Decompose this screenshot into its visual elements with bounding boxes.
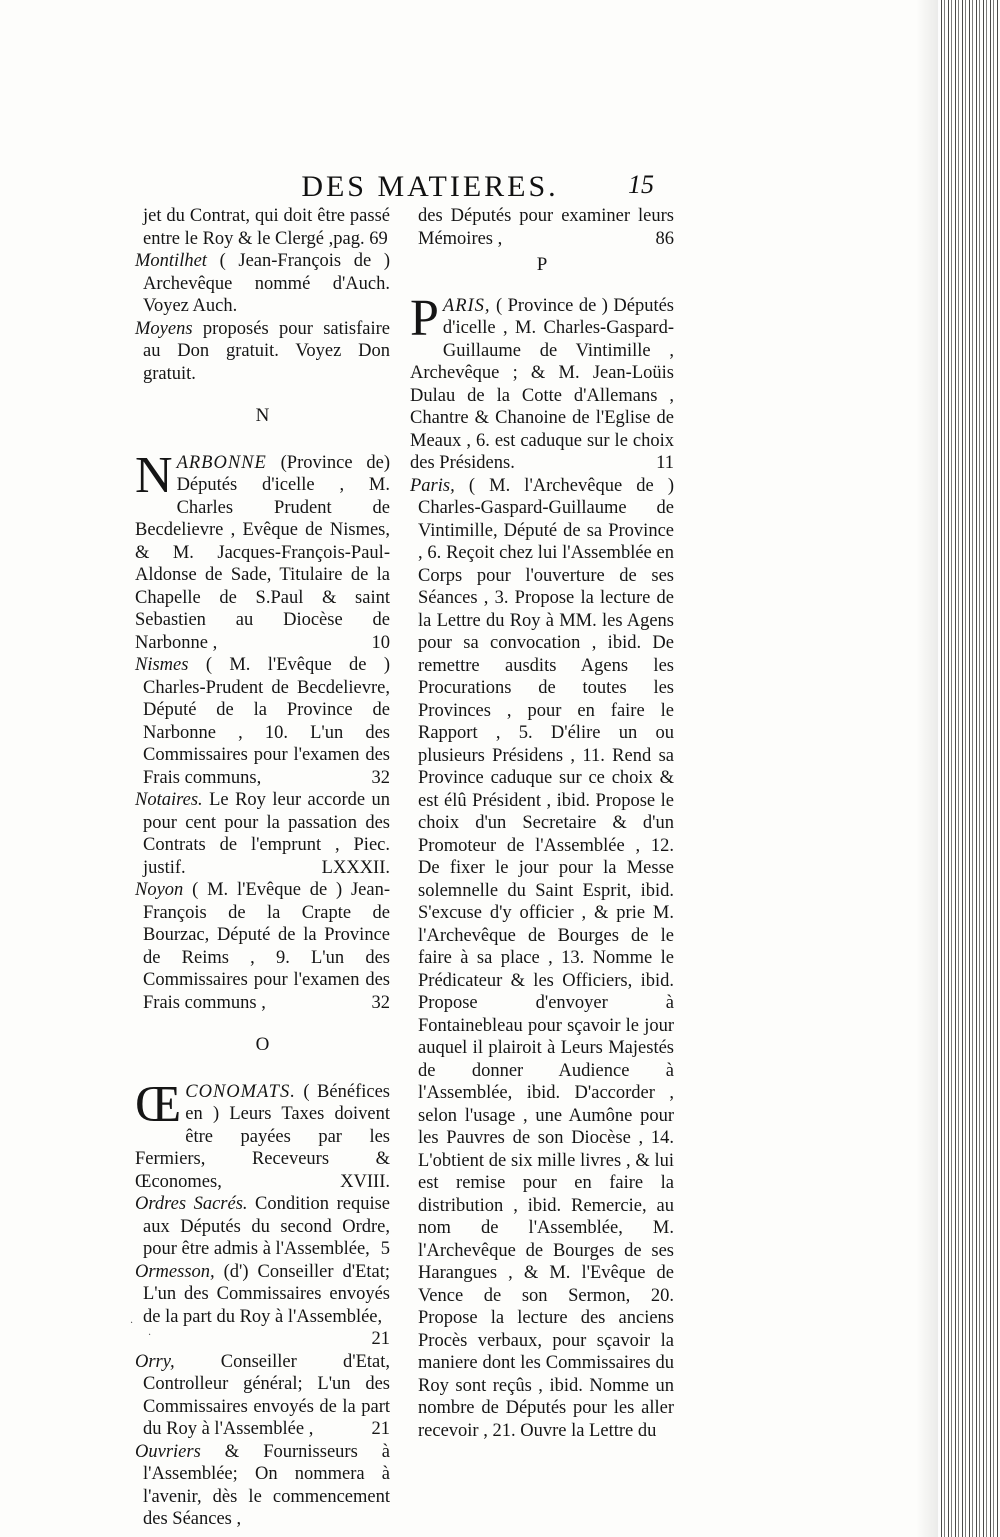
drop-cap-n: N (135, 446, 173, 504)
entry-text: Condition requise aux Députés du second Ordre, pour être admis à l'Assemblée, (143, 1194, 390, 1259)
running-head: DES MATIERES. (301, 170, 559, 203)
drop-cap-p: P (410, 289, 439, 347)
entry-head: Ordres Sacrés. (135, 1194, 248, 1214)
index-entry-paris-province (410, 289, 674, 475)
page-reference: 11 (656, 453, 674, 473)
section-letter-p: P (536, 254, 548, 275)
entry-text: Conseiller d'Etat, Controlleur général; L'un des Commissaires envoyés de la part du Roy à l'Assemblée , (143, 1351, 390, 1439)
entry-text: (d') Conseiller d'Etat; L'un des Commissaires envoyés de la part du Roy à l'Assemblée, (143, 1261, 391, 1327)
entry-text: des Députés pour examiner leurs Mémoires , (418, 206, 674, 249)
entry-head: Paris, (410, 475, 455, 496)
page-reference: XVIII. (340, 1171, 390, 1192)
entry-text: ( M. l'Archevêque de ) Charles-Gaspard-Guillaume de Vintimille, Député de sa Province , 6. Reçoit chez lui l'Assemblée en Corps pour l'ouverture de ses Séances , 3. Propose la lecture de la Lettre du Roy à MM. les Agens pour sa convocation , ibid. De remettre ausdits Agens les Procurations de toutes les Provinces , pour en faire le Rapport , 5. D'élire un ou plusieurs Présidens , 11. Rend sa Province caduque sur ce choix & est élû Président , ibid. Propose le choix d'un Secretaire & d'un Promoteur de l'Assemblée , 12. De fixer le jour pour la Messe solemnelle du Saint Esprit, ibid. S'excuse d'y officier , & prie M. l'Archevêque de Bourges de le faire à sa place , 13. Nomme le Prédicateur & les Officiers, ibid. Propose d'envoyer à Fontainebleau pour sçavoir le jour auquel il plairoit à Leurs Majestés de donner Audience à l'Assemblée, ibid. D'accorder , selon l'usage , une Aumône pour les Pauvres de son Diocèse , 14. L'obtient de six mille livres , & lui est remise pour en faire la distribution , ibid. Remercie, au nom de l'Assemblée, M. l'Archevêque de Bourges de ses Harangues , & M. l'Evêque de Vence de son Sermon, 20. Propose la lecture des anciens Procès verbaux, pour sçavoir la maniere dont les Commissaires du Roy sont reçûs , ibid. Nomme un nombre de Députés pour les aller recevoir , 21. Ouvre la Lettre du (418, 475, 675, 1441)
index-entry-oeconomats (135, 1075, 390, 1194)
index-entry (135, 789, 390, 879)
page-reference: 21 (371, 1329, 390, 1349)
left-column (135, 205, 390, 1531)
page-gutter-shadow (916, 0, 940, 1537)
entry-head: ARBONNE (176, 452, 267, 473)
index-entry (135, 318, 390, 386)
entry-text: jet du Contrat, qui doit être passé entre le Roy & le Clergé ,pag. 69 (143, 206, 390, 249)
page-reference: 5 (380, 1239, 390, 1259)
drop-cap-oe: Œ (135, 1075, 182, 1133)
entry-text: (Province de) Députés d'icelle , M. Charles Prudent de Becdelievre , Evêque de Nismes, & M. Jacques-François-Paul-Aldonse de Sade, Titulaire de la Chapelle de S.Paul & saint Sebastien au Diocèse de Narbonne , (135, 452, 391, 653)
entry-text: & Fournisseurs à l'Assemblée; On nommera à l'avenir, dès le commencement des Séances , (143, 1441, 390, 1529)
page-reference: LXXXII. (321, 857, 390, 878)
index-entry-paris-archeveque (410, 475, 674, 1443)
page-reference: 32 (371, 992, 390, 1013)
entry-text: ( Province de ) Députés d'icelle , M. Charles-Gaspard-Guillaume de Vintimille , Archevêque ; & M. Jean-Loüis Dulau de la Cotte d'Allemans , Chantre & Chanoine de l'Eglise de Meaux , 6. est caduque sur le choix des Présidens. (410, 295, 674, 473)
right-column (410, 205, 674, 1442)
entry-head: Ormesson, (135, 1261, 215, 1282)
index-entry-narbonne (135, 446, 391, 655)
entry-head: Nismes (135, 655, 189, 675)
section-letter-o: O (255, 1034, 270, 1055)
page-number: 15 (628, 170, 654, 199)
entry-text: ( Bénéfices en ) Leurs Taxes doivent être payées par les Fermiers, Receveurs & Œconomes, (135, 1081, 390, 1192)
section-letter-n: N (255, 405, 270, 426)
index-entry (135, 879, 390, 1014)
page-reference: 86 (655, 228, 674, 249)
entry-head: Moyens (135, 318, 193, 339)
entry-head: CONOMATS. (185, 1081, 296, 1102)
index-entry (135, 1193, 390, 1261)
entry-head: Noyon (135, 880, 184, 900)
entry-head: Montilhet (135, 251, 207, 271)
index-entry (135, 250, 390, 318)
index-entry (135, 1441, 390, 1531)
entry-text: ( Jean-François de ) Archevêque nommé d'Auch. Voyez Auch. (143, 251, 391, 316)
index-entry (135, 205, 390, 250)
paper-speck: · (130, 1318, 134, 1329)
entry-head: Orry, (135, 1351, 175, 1372)
entry-text: ( M. l'Evêque de ) Charles-Prudent de Becdelievre, Député de la Province de Narbonne , 10. L'un des Commissaires pour l'examen des Frais communs, (143, 655, 391, 788)
page-reference: 21 (371, 1419, 390, 1439)
entry-head: Ouvriers (135, 1441, 201, 1462)
entry-text: ( M. l'Evêque de ) Jean-François de la Crapte de Bourzac, Député de la Province de Reims , 9. L'un des Commissaires pour l'examen des Frais communs , (143, 880, 390, 1013)
index-entry (135, 654, 390, 789)
page-reference: 32 (371, 767, 390, 788)
entry-text: proposés pour satisfaire au Don gratuit. Voyez Don gratuit. (143, 318, 390, 384)
index-entry-continued (410, 205, 674, 250)
index-entry (135, 1261, 391, 1349)
entry-head: Notaires. (135, 790, 203, 810)
paper-speck: · (148, 1330, 152, 1341)
book-edge (938, 0, 1000, 1537)
page-reference: 10 (371, 632, 390, 653)
entry-text: Le Roy leur accorde un pour cent pour la passation des Contrats de l'emprunt , Piec. justif. (143, 790, 391, 878)
entry-head: ARIS, (442, 295, 491, 316)
index-entry (135, 1351, 390, 1441)
